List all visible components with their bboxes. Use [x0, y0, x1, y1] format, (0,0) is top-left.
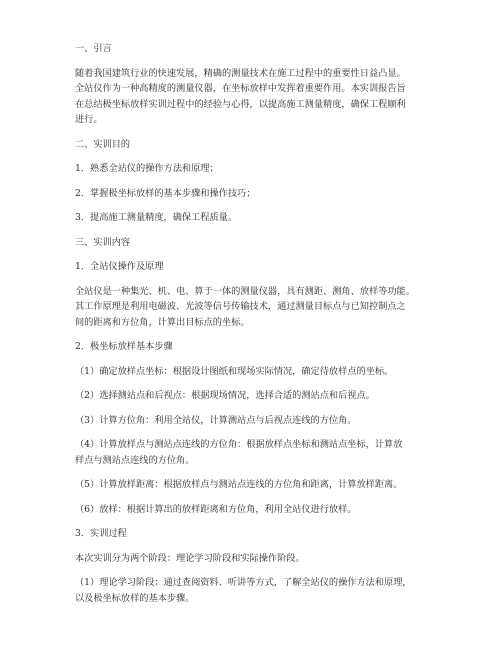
- step-item: [75, 437, 435, 468]
- step-item: （2）选择测站点和后视点：根据现场情况，选择合适的测站点和后视点。: [75, 390, 375, 401]
- process-intro: 本次实训分为两个阶段：理论学习阶段和实际操作阶段。: [75, 552, 305, 564]
- step-line: （4）计算放样点与测站点连线的方位角：根据放样点坐标和测站点坐标，计算放: [75, 439, 403, 450]
- step-item: （3）计算方位角：利用全站仪，计算测站点与后视点连线的方位角。: [75, 414, 357, 426]
- step-item: （5）计算放样距离：根据放样点与测站点连线的方位角和距离，计算放样距离。: [75, 479, 403, 490]
- intro-line: 进行。: [75, 114, 103, 125]
- heading-objectives: 二、实训目的: [75, 138, 131, 150]
- step-item: （1）确定放样点坐标：根据设计图纸和现场实际情况，确定待放样点的坐标。: [75, 365, 394, 377]
- heading-introduction: 一、引言: [75, 43, 112, 54]
- step-line: 样点与测站点连线的方位角。: [75, 454, 195, 466]
- step-item: （6）放样：根据计算出的放样距离和方位角，利用全站仪进行放样。: [75, 503, 357, 515]
- intro-line: 随着我国建筑行业的快速发展，精确的测量技术在施工过程中的重要性日益凸显。: [75, 67, 406, 79]
- section-title-stakeout-steps: 2．极坐标放样基本步骤: [75, 341, 173, 352]
- objective-item: 1．熟悉全站仪的操作方法和原理；: [75, 163, 219, 174]
- objective-item: 3．提高施工测量精度，确保工程质量。: [75, 212, 238, 223]
- process-line: 以及极坐标放样的基本步骤。: [75, 592, 195, 604]
- section-title-total-station: 1．全站仪操作及原理: [75, 261, 164, 272]
- section-title-process: 3．实训过程: [75, 528, 127, 539]
- intro-paragraph: [75, 66, 435, 128]
- intro-line: 全站仪作为一种高精度的测量仪器，在坐标放样中发挥着重要作用。本实训报告旨: [75, 83, 406, 94]
- paragraph-line: 全站仪是一种集光、机、电、算于一体的测量仪器，具有测距、测角、放样等功能。: [75, 285, 415, 297]
- paragraph-line: 间的距离和方位角，计算出目标点的坐标。: [75, 316, 250, 328]
- process-item: [75, 575, 435, 606]
- heading-content: 三、实训内容: [75, 236, 131, 248]
- document-page: [75, 41, 435, 606]
- objective-item: 2．掌握极坐标放样的基本步骤和操作技巧；: [75, 187, 256, 199]
- process-line: （1）理论学习阶段：通过查阅资料、听讲等方式，了解全站仪的操作方法和原理，: [75, 577, 412, 588]
- intro-line: 在总结极坐标放样实训过程中的经验与心得，以提高施工测量精度，确保工程顺利: [75, 98, 406, 110]
- total-station-paragraph: [75, 284, 435, 331]
- paragraph-line: 其工作原理是利用电磁波、光波等信号传输技术，通过测量目标点与已知控制点之: [75, 301, 406, 312]
